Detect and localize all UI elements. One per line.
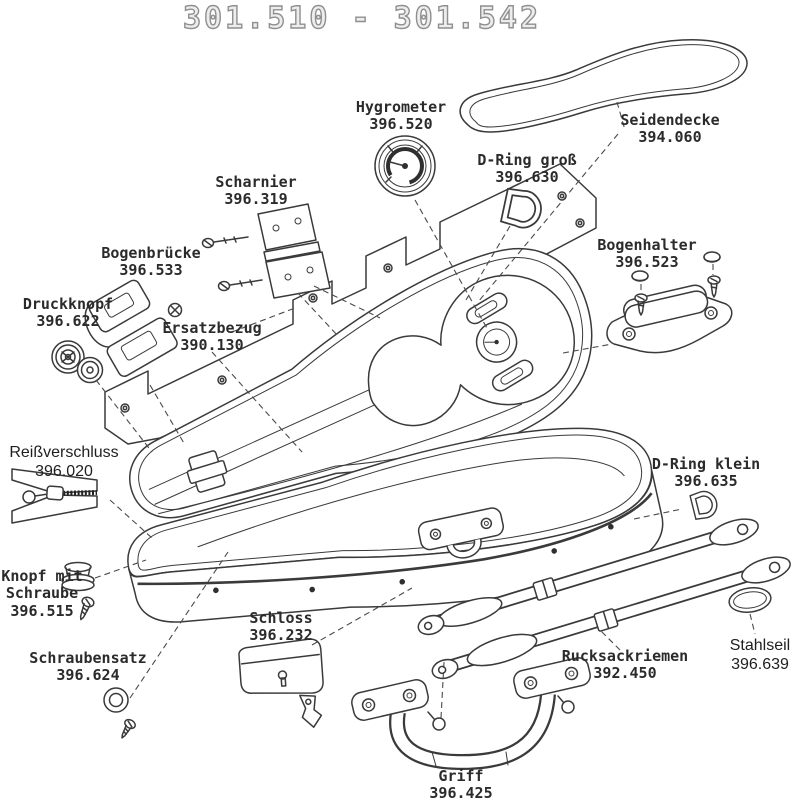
part-name: Druckknopf: [22, 295, 114, 313]
part-number: 396.533: [119, 261, 183, 280]
label-seidendecke: [620, 112, 719, 147]
part-number: 396.232: [249, 626, 313, 645]
label-ersatzbezug: [162, 320, 261, 355]
label-d-ring-klein: [652, 456, 760, 491]
label-scharnier: [215, 174, 296, 209]
label-schraubensatz: [29, 650, 146, 685]
part-name: Ersatzbezug: [162, 319, 262, 337]
label-griff: [429, 768, 492, 803]
label-stahlseil: [730, 636, 790, 674]
part-name: D-Ring klein: [651, 455, 761, 473]
part-name: D-Ring groß: [477, 151, 577, 169]
schloss-drawing: [238, 638, 324, 729]
part-name: Bogenhalter: [597, 236, 697, 254]
label-druckknopf: [23, 296, 113, 331]
part-name: Schloss: [249, 609, 313, 627]
part-name: Stahlseil: [729, 637, 791, 654]
scharnier-drawing: [203, 204, 331, 298]
label-schloss: [249, 610, 312, 645]
label-knopf-mit-schraube: [0, 568, 85, 620]
stahlseil-drawing: [728, 585, 773, 615]
part-number: 396.515: [10, 601, 74, 620]
part-number: 396.020: [35, 463, 93, 481]
part-name: Scharnier: [215, 173, 297, 191]
part-number: 396.622: [36, 312, 100, 331]
part-number: 396.635: [674, 472, 738, 491]
part-name: Seidendecke: [620, 111, 720, 129]
druckknopf-drawing: [52, 341, 103, 383]
part-number: 396.319: [224, 190, 288, 209]
part-name: Schraubensatz: [29, 649, 147, 667]
part-name: Hygrometer: [355, 98, 447, 116]
part-number: 396.639: [731, 656, 789, 674]
part-number: 396.425: [429, 784, 493, 803]
griff-drawing: [350, 656, 592, 766]
part-name: Reißverschluss: [9, 444, 119, 461]
part-number: 396.520: [369, 115, 433, 134]
d-ring-klein-drawing: [693, 492, 717, 518]
part-number: 394.060: [638, 128, 702, 147]
label-rucksackriemen: [562, 648, 688, 683]
part-number: 396.523: [615, 253, 679, 272]
part-number: 392.450: [593, 664, 657, 683]
label-d-ring-gross: [477, 152, 576, 187]
label-hygrometer: [356, 99, 446, 134]
label-bogenhalter: [597, 237, 696, 272]
page-title: 301.510 - 301.542: [182, 1, 542, 36]
part-name: Bogenbrücke: [101, 244, 201, 262]
part-number: 390.130: [180, 336, 244, 355]
part-name: Griff: [438, 767, 484, 785]
label-bogenbruecke: [101, 245, 200, 280]
part-number: 396.624: [56, 666, 120, 685]
part-number: 396.630: [495, 168, 559, 187]
part-name: Rucksackriemen: [561, 647, 689, 665]
label-reissverschluss: [9, 443, 118, 481]
part-name: Knopf mit Schraube: [1, 567, 83, 603]
hygrometer-drawing: [375, 136, 435, 196]
